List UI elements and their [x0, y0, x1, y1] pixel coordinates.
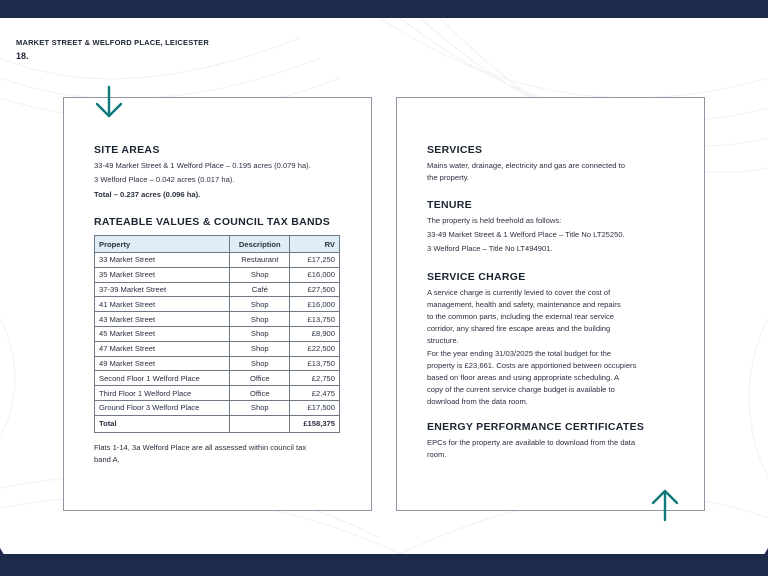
table-header-row: [95, 236, 340, 253]
text-line: property is £23,661. Costs are apportioned between occupiers: [427, 361, 637, 370]
services-text: [427, 160, 625, 184]
tenure-text: [427, 215, 625, 255]
epc-heading: ENERGY PERFORMANCE CERTIFICATES: [427, 421, 645, 433]
council-tax-note: [94, 442, 306, 466]
total-label: Total: [95, 415, 230, 432]
cell-description: Shop: [230, 297, 290, 312]
text-line: the property.: [427, 173, 470, 182]
table-row: [95, 326, 340, 341]
column-header-property: Property: [95, 236, 230, 253]
note-line: band A.: [94, 455, 120, 464]
cell-property: Second Floor 1 Welford Place: [95, 371, 230, 386]
document-header-title: MARKET STREET & WELFORD PLACE, LEICESTER: [16, 38, 210, 47]
table-row: [95, 371, 340, 386]
table-row: [95, 297, 340, 312]
table-row: [95, 400, 340, 415]
cell-property: 43 Market Street: [95, 312, 230, 327]
text-line: 33-49 Market Street & 1 Welford Place – Title No LT25250.: [427, 230, 625, 239]
cell-description: Office: [230, 386, 290, 401]
cell-rv: £17,500: [290, 400, 340, 415]
table-row: [95, 356, 340, 371]
cell-rv: £27,500: [290, 282, 340, 297]
table-row: [95, 341, 340, 356]
site-areas-text: [94, 160, 311, 201]
cell-description: Shop: [230, 267, 290, 282]
epc-text: [427, 437, 635, 461]
cell-description: Café: [230, 282, 290, 297]
top-bar: [0, 0, 768, 18]
cell-property: 45 Market Street: [95, 326, 230, 341]
cell-rv: £13,750: [290, 312, 340, 327]
cell-property: Third Floor 1 Welford Place: [95, 386, 230, 401]
column-header-rv: RV: [290, 236, 340, 253]
cell-rv: £22,500: [290, 341, 340, 356]
cell-rv: £8,900: [290, 326, 340, 341]
cell-description: Shop: [230, 400, 290, 415]
site-area-total: Total – 0.237 acres (0.096 ha).: [94, 190, 201, 199]
rateable-values-table: [94, 235, 340, 433]
cell-description: Shop: [230, 356, 290, 371]
cell-rv: £2,750: [290, 371, 340, 386]
cell-description: Shop: [230, 312, 290, 327]
rateable-values-heading: RATEABLE VALUES & COUNCIL TAX BANDS: [94, 216, 331, 228]
cell-description: Office: [230, 371, 290, 386]
total-empty-cell: [230, 415, 290, 432]
left-panel: [63, 97, 372, 511]
cell-description: Shop: [230, 341, 290, 356]
service-charge-para-1: [427, 287, 621, 347]
text-line: 3 Welford Place – Title No LT494901.: [427, 244, 553, 253]
cell-property: 41 Market Street: [95, 297, 230, 312]
cell-description: Restaurant: [230, 253, 290, 268]
cell-rv: £17,250: [290, 253, 340, 268]
table-total-row: [95, 415, 340, 432]
arrow-up-icon: [650, 488, 680, 522]
text-line: Mains water, drainage, electricity and gas are connected to: [427, 161, 625, 170]
text-line: download from the data room.: [427, 397, 528, 406]
text-line: corridor, any shared fire escape areas and the building: [427, 324, 611, 333]
cell-property: 37-39 Market Street: [95, 282, 230, 297]
text-line: EPCs for the property are available to download from the data: [427, 438, 636, 447]
cell-property: 35 Market Street: [95, 267, 230, 282]
service-charge-para-2: [427, 348, 636, 408]
column-header-description: Description: [230, 236, 290, 253]
table-row: [95, 312, 340, 327]
table-row: [95, 386, 340, 401]
text-line: copy of the current service charge budget is available to: [427, 385, 615, 394]
bottom-bar: [0, 554, 768, 576]
cell-rv: £2,475: [290, 386, 340, 401]
cell-rv: £16,000: [290, 297, 340, 312]
services-heading: SERVICES: [427, 144, 483, 156]
cell-description: Shop: [230, 326, 290, 341]
site-area-line: 33-49 Market Street & 1 Welford Place – 0.195 acres (0.079 ha).: [94, 161, 311, 170]
table-row: [95, 282, 340, 297]
right-panel: [396, 97, 705, 511]
site-area-line: 3 Welford Place – 0.042 acres (0.017 ha).: [94, 175, 235, 184]
text-line: management, health and safety, maintenance and repairs: [427, 300, 621, 309]
site-areas-heading: SITE AREAS: [94, 144, 160, 156]
text-line: structure.: [427, 336, 459, 345]
text-line: room.: [427, 450, 447, 459]
cell-rv: £13,750: [290, 356, 340, 371]
text-line: based on floor areas and using appropriate scheduling. A: [427, 373, 620, 382]
cell-property: 33 Market Street: [95, 253, 230, 268]
text-line: The property is held freehold as follows:: [427, 216, 562, 225]
cell-rv: £16,000: [290, 267, 340, 282]
table-row: [95, 267, 340, 282]
table-row: [95, 253, 340, 268]
cell-property: Ground Floor 3 Welford Place: [95, 400, 230, 415]
cell-property: 49 Market Street: [95, 356, 230, 371]
note-line: Flats 1-14, 3a Welford Place are all assessed within council tax: [94, 443, 307, 452]
page-number: 18.: [16, 51, 29, 61]
text-line: For the year ending 31/03/2025 the total budget for the: [427, 349, 612, 358]
tenure-heading: TENURE: [427, 199, 472, 211]
arrow-down-icon: [94, 85, 124, 119]
text-line: to the common parts, including the external rear service: [427, 312, 614, 321]
text-line: A service charge is currently levied to cover the cost of: [427, 288, 611, 297]
cell-property: 47 Market Street: [95, 341, 230, 356]
service-charge-heading: SERVICE CHARGE: [427, 271, 526, 283]
total-value: £158,375: [290, 415, 340, 432]
